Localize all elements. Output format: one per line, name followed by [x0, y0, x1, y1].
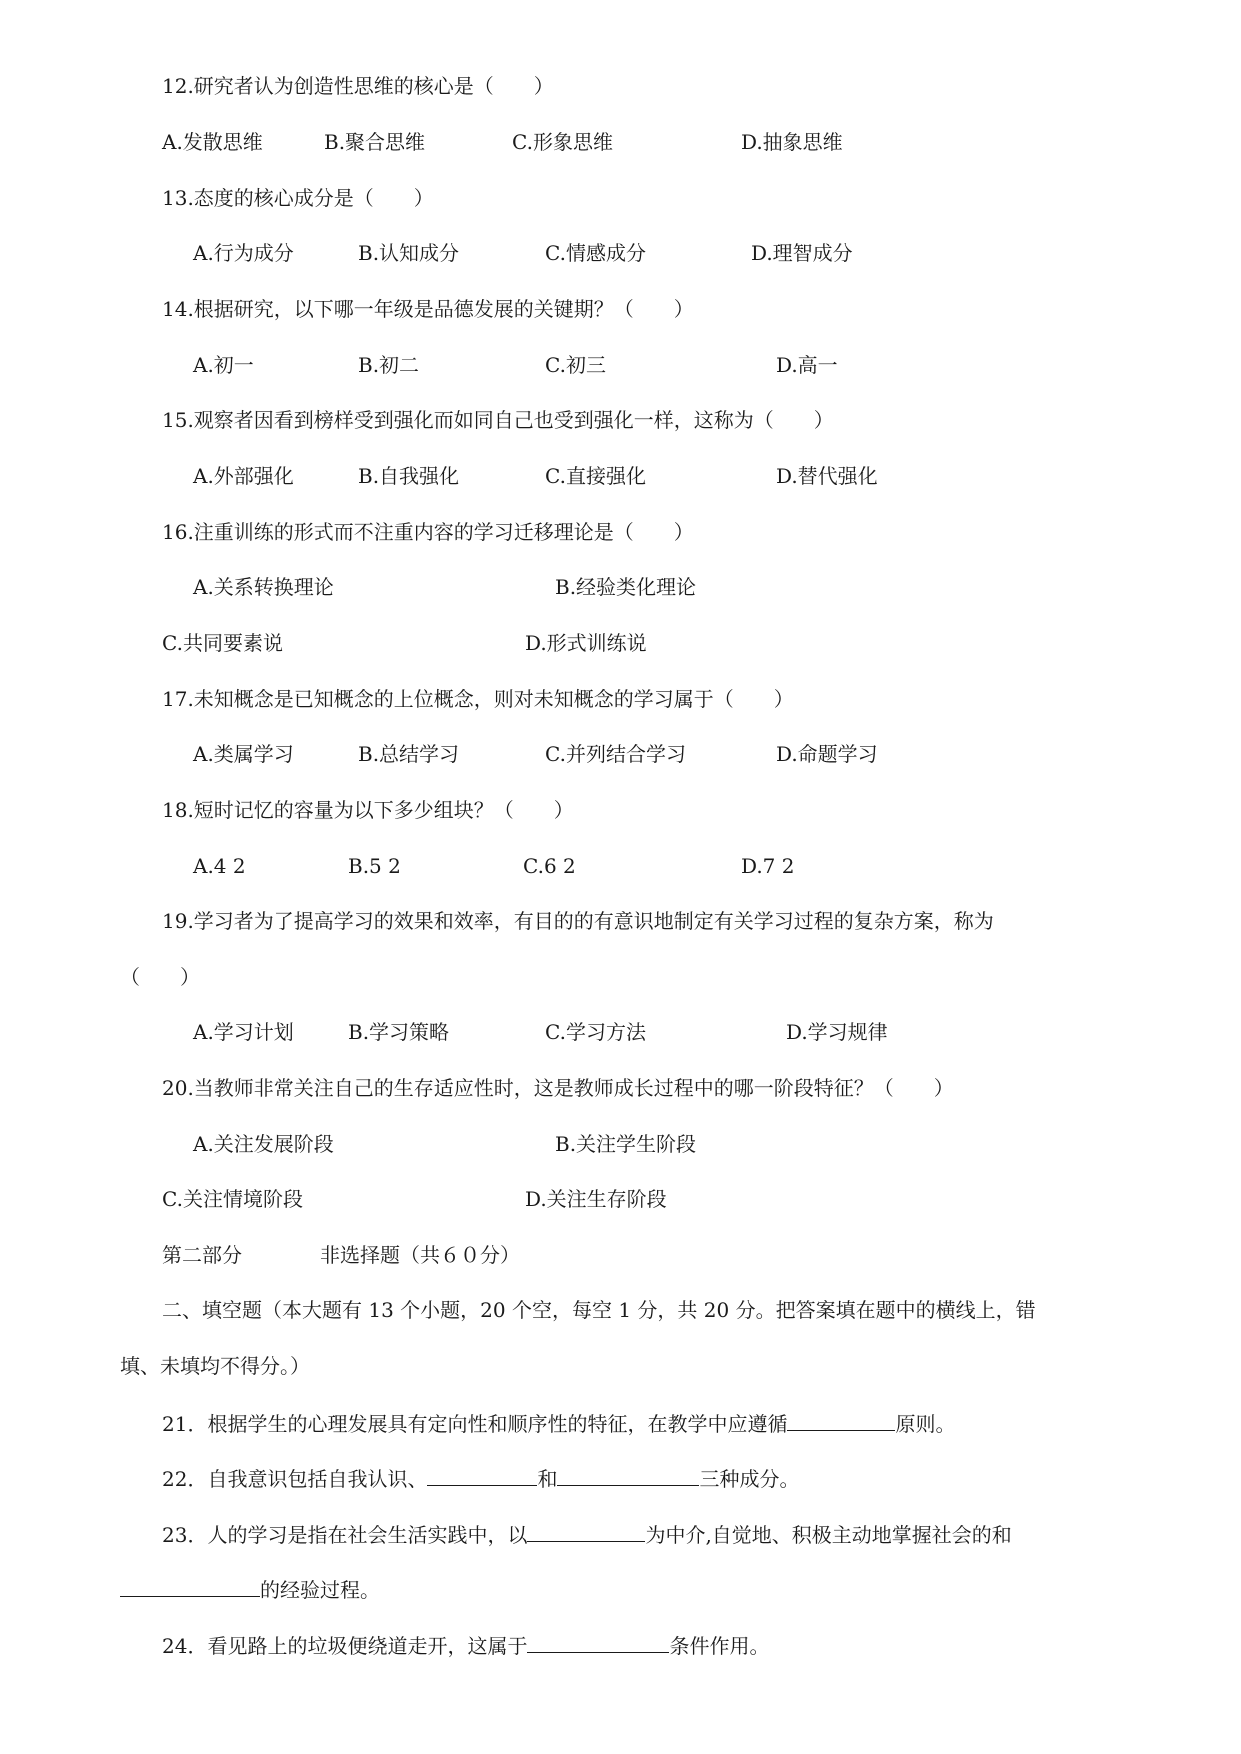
q17-option-a: A.类属学习	[193, 742, 294, 766]
q20-option-a: A.关注发展阶段	[193, 1132, 334, 1156]
q13-option-d: D.理智成分	[751, 241, 853, 265]
q16-option-b: B.经验类化理论	[555, 575, 697, 599]
q16-option-d: D.形式训练说	[525, 631, 647, 655]
q20-option-c: C.关注情境阶段	[162, 1187, 303, 1211]
q13-option-a: A.行为成分	[193, 241, 294, 265]
q17-option-c: C.并列结合学习	[545, 742, 686, 766]
question-13-stem: 13.态度的核心成分是（ ）	[162, 186, 434, 210]
q18-option-c: C.6 2	[523, 854, 576, 878]
q21-blank[interactable]	[787, 1408, 895, 1431]
q21-text-a: 21．根据学生的心理发展具有定向性和顺序性的特征，在教学中应遵循	[162, 1412, 788, 1436]
q22-text-b: 和	[537, 1467, 558, 1491]
q23-blank-2[interactable]	[120, 1574, 260, 1597]
q18-option-a: A.4 2	[193, 854, 246, 878]
q23-text-c: 的经验过程。	[260, 1578, 380, 1602]
q23-text-a: 23．人的学习是指在社会生活实践中，以	[162, 1523, 528, 1547]
question-17-stem: 17.未知概念是已知概念的上位概念，则对未知概念的学习属于（ ）	[162, 687, 794, 711]
part2-title: 第二部分	[162, 1243, 242, 1267]
q19-option-d: D.学习规律	[786, 1020, 888, 1044]
q12-option-a: A.发散思维	[162, 130, 263, 154]
q20-option-d: D.关注生存阶段	[525, 1187, 667, 1211]
q17-option-d: D.命题学习	[776, 742, 878, 766]
q15-option-c: C.直接强化	[545, 464, 646, 488]
fill-section-instructions: 二、填空题（本大题有 13 个小题，20 个空，每空 1 分，共 20 分。把答案填在题中的横线上，错	[162, 1298, 1036, 1322]
question-15-stem: 15.观察者因看到榜样受到强化而如同自己也受到强化一样，这称为（ ）	[162, 408, 834, 432]
q19-option-a: A.学习计划	[193, 1020, 294, 1044]
q15-option-b: B.自我强化	[358, 464, 460, 488]
q22-blank-2[interactable]	[557, 1463, 699, 1486]
question-22	[162, 1463, 799, 1493]
q13-option-b: B.认知成分	[358, 241, 460, 265]
q22-text-a: 22．自我意识包括自我认识、	[162, 1467, 428, 1491]
q22-blank-1[interactable]	[427, 1463, 537, 1486]
question-24	[162, 1630, 769, 1660]
question-23	[162, 1519, 1012, 1549]
q18-option-b: B.5 2	[348, 854, 401, 878]
question-12-stem: 12.研究者认为创造性思维的核心是（ ）	[162, 74, 554, 98]
question-19-stem: 19.学习者为了提高学习的效果和效率，有目的的有意识地制定有关学习过程的复杂方案，称为	[162, 909, 994, 933]
q21-text-b: 原则。	[895, 1412, 956, 1436]
question-23-cont	[120, 1574, 380, 1604]
part2-subtitle: 非选择题（共６０分）	[320, 1243, 520, 1267]
question-19-stem-cont: （ ）	[120, 965, 200, 989]
q18-option-d: D.7 2	[741, 854, 795, 878]
q14-option-b: B.初二	[358, 353, 420, 377]
q16-option-a: A.关系转换理论	[193, 575, 334, 599]
q16-option-c: C.共同要素说	[162, 631, 283, 655]
q14-option-c: C.初三	[545, 353, 606, 377]
q15-option-d: D.替代强化	[776, 464, 878, 488]
q19-option-b: B.学习策略	[348, 1020, 450, 1044]
q13-option-c: C.情感成分	[545, 241, 646, 265]
q23-text-b: 为中介,自觉地、积极主动地掌握社会的和	[645, 1523, 1012, 1547]
q24-text-a: 24．看见路上的垃圾便绕道走开，这属于	[162, 1634, 528, 1658]
q24-blank[interactable]	[527, 1630, 669, 1653]
q22-text-c: 三种成分。	[699, 1467, 800, 1491]
q17-option-b: B.总结学习	[358, 742, 460, 766]
q23-blank-1[interactable]	[527, 1519, 645, 1542]
question-20-stem: 20.当教师非常关注自己的生存适应性时，这是教师成长过程中的哪一阶段特征？（ ）	[162, 1076, 954, 1100]
q20-option-b: B.关注学生阶段	[555, 1132, 697, 1156]
q12-option-c: C.形象思维	[512, 130, 613, 154]
q12-option-d: D.抽象思维	[741, 130, 843, 154]
fill-section-instructions-cont: 填、未填均不得分。）	[120, 1354, 310, 1378]
question-14-stem: 14.根据研究，以下哪一年级是品德发展的关键期？（ ）	[162, 297, 694, 321]
q12-option-b: B.聚合思维	[324, 130, 426, 154]
q14-option-d: D.高一	[776, 353, 838, 377]
q15-option-a: A.外部强化	[193, 464, 294, 488]
q19-option-c: C.学习方法	[545, 1020, 646, 1044]
question-18-stem: 18.短时记忆的容量为以下多少组块？（ ）	[162, 798, 574, 822]
question-16-stem: 16.注重训练的形式而不注重内容的学习迁移理论是（ ）	[162, 520, 694, 544]
q24-text-b: 条件作用。	[669, 1634, 770, 1658]
q14-option-a: A.初一	[193, 353, 254, 377]
question-21	[162, 1408, 955, 1438]
